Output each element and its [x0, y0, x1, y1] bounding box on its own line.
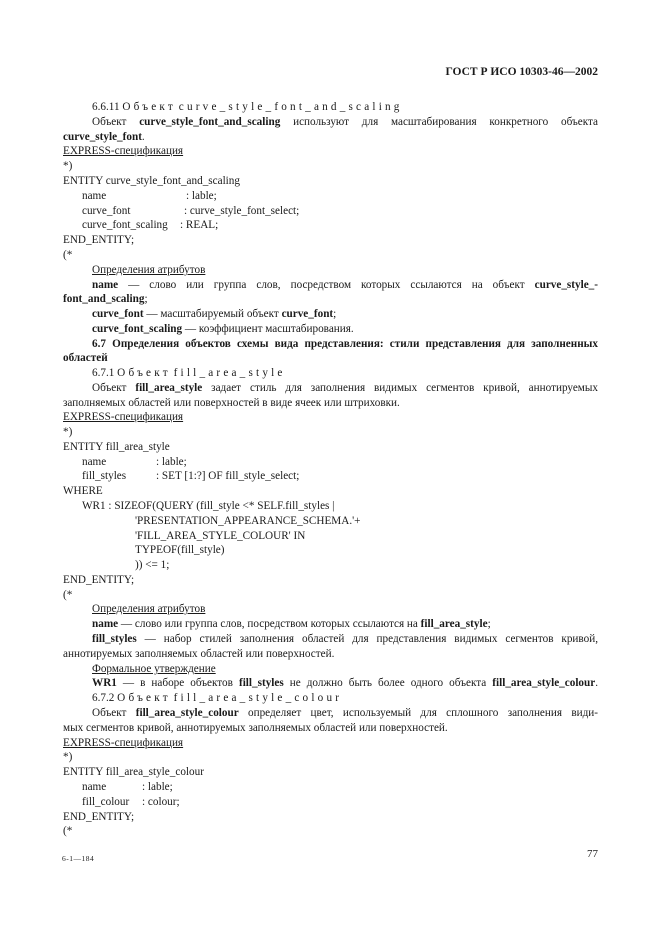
- paragraph: Объект fill_area_style_colour определяет цвет, используемый для сплошного заполнения види-: [92, 707, 598, 719]
- code-end: END_ENTITY;: [63, 234, 135, 246]
- definitions-label: Определения атрибутов: [92, 603, 206, 615]
- code-close: (*: [63, 825, 73, 837]
- definition: name — слово или группа слов, посредством которых ссылаются на объект curve_style_-: [92, 279, 598, 291]
- paragraph: Объект curve_style_font_and_scaling используют для масштабирования конкретного объекта: [92, 116, 599, 128]
- code-attr: name : lable;: [82, 781, 173, 793]
- code-attr: curve_font : curve_style_font_select;: [82, 205, 300, 217]
- code-attr: name : lable;: [82, 456, 187, 468]
- definition: curve_font — масштабируемый объект curve_font;: [92, 308, 337, 320]
- section-6-7-heading-cont: областей: [63, 352, 108, 364]
- formal-label: Формальное утверждение: [92, 663, 216, 675]
- page-number: 77: [587, 848, 598, 860]
- code-attr: curve_font_scaling : REAL;: [82, 219, 219, 231]
- definition-cont: аннотируемых заполняемых областей или поверхностей.: [63, 648, 335, 660]
- section-6-6-11-title: 6.6.11 Объект curve_style_font_and_scaling: [92, 101, 403, 113]
- section-6-7-heading: 6.7 Определения объектов схемы вида представления: стили представления для заполненных: [92, 338, 598, 350]
- code-entity: ENTITY fill_area_style: [63, 441, 170, 453]
- code-where: WHERE: [63, 485, 103, 497]
- paragraph-cont: мых сегментов кривой, аннотируемых заполняемых областей или поверхностей.: [63, 722, 448, 734]
- code-open: *): [63, 160, 73, 172]
- code-rule: 'PRESENTATION_APPEARANCE_SCHEMA.'+: [135, 515, 361, 527]
- definitions-label: Определения атрибутов: [92, 264, 206, 276]
- print-code: 6-1—184: [62, 854, 95, 863]
- express-label: EXPRESS-спецификация: [63, 411, 184, 423]
- code-attr: fill_styles : SET [1:?] OF fill_style_select;: [82, 470, 300, 482]
- code-rule: TYPEOF(fill_style): [135, 544, 225, 556]
- definition: name — слово или группа слов, посредством которых ссылаются на fill_area_style;: [92, 618, 491, 630]
- code-open: *): [63, 426, 73, 438]
- formal-rule: WR1 — в наборе объектов fill_styles не должно быть более одного объекта fill_area_style_colour.: [92, 677, 599, 689]
- paragraph-cont: curve_style_font.: [63, 131, 145, 143]
- definition: curve_font_scaling — коэффициент масштабирования.: [92, 323, 354, 335]
- code-close: (*: [63, 249, 73, 261]
- code-attr: fill_colour : colour;: [82, 796, 180, 808]
- code-rule: 'FILL_AREA_STYLE_COLOUR' IN: [135, 530, 306, 542]
- code-entity: ENTITY fill_area_style_colour: [63, 766, 204, 778]
- code-end: END_ENTITY;: [63, 811, 135, 823]
- code-end: END_ENTITY;: [63, 574, 135, 586]
- code-close: (*: [63, 589, 73, 601]
- express-label: EXPRESS-спецификация: [63, 737, 184, 749]
- code-attr: name : lable;: [82, 190, 217, 202]
- paragraph-cont: заполняемых областей или поверхностей в виде ячеек или штриховки.: [63, 397, 400, 409]
- section-6-7-2-title: 6.7.2 Объект fill_area_style_colour: [92, 692, 343, 704]
- definition: fill_styles — набор стилей заполнения областей для представления видимых сегментов кривой,: [92, 633, 598, 645]
- definition-cont: font_and_scaling;: [63, 293, 148, 305]
- paragraph: Объект fill_area_style задает стиль для заполнения видимых сегментов кривой, аннотируемых: [92, 382, 598, 394]
- code-rule: )) <= 1;: [135, 559, 170, 571]
- section-6-7-1-title: 6.7.1 Объект fill_area_style: [92, 367, 286, 379]
- express-label: EXPRESS-спецификация: [63, 145, 184, 157]
- code-rule: WR1 : SIZEOF(QUERY (fill_style <* SELF.fill_styles |: [82, 500, 335, 512]
- code-entity: ENTITY curve_style_font_and_scaling: [63, 175, 240, 187]
- standard-header: ГОСТ Р ИСО 10303-46—2002: [445, 66, 598, 78]
- code-open: *): [63, 751, 73, 763]
